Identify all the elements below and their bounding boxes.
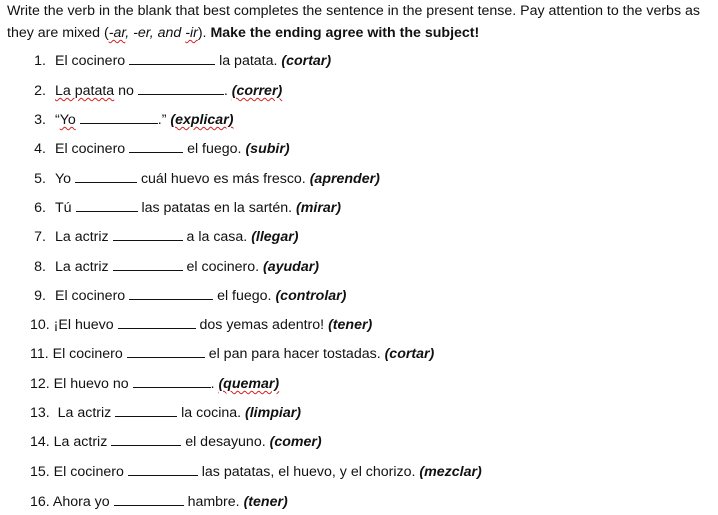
item-number: 13. <box>30 405 50 421</box>
item-rest: dos yemas adentro! <box>195 317 329 333</box>
item-sentence <box>30 461 482 483</box>
answer-blank-11[interactable] <box>127 343 205 358</box>
answer-blank-10[interactable] <box>118 314 196 329</box>
instructions-text: Write the verb in the blank that best completes the sentence in the present tense. Pay attention to the verbs as they are mixed ( <box>7 3 700 41</box>
item-subject: Yo <box>59 112 76 128</box>
item-sentence <box>55 80 282 102</box>
item-verb: (tener) <box>243 494 288 510</box>
instr-ir <box>185 25 198 41</box>
instructions-text-2: ). <box>197 25 211 41</box>
item-rest: la cocina. <box>177 405 246 421</box>
item-verb: (correr) <box>231 83 283 99</box>
answer-blank-1[interactable] <box>129 50 215 65</box>
item-number: 5. <box>34 171 46 187</box>
item-subject: El cocinero <box>55 53 130 69</box>
answer-blank-12[interactable] <box>133 373 211 388</box>
item-number: 1. <box>34 53 46 69</box>
item-subject: La actriz <box>55 259 113 275</box>
item-sentence <box>30 343 434 365</box>
item-sentence <box>55 109 233 131</box>
item-verb: (controlar) <box>275 288 347 304</box>
answer-blank-13[interactable] <box>115 402 177 417</box>
item-verb: (llegar) <box>251 229 299 245</box>
answer-blank-16[interactable] <box>114 491 184 506</box>
answer-blank-4[interactable] <box>129 138 183 153</box>
item-rest: el fuego. <box>183 141 246 157</box>
item-sentence <box>55 50 331 72</box>
item-sentence <box>55 168 380 190</box>
answer-blank-14[interactable] <box>111 431 181 446</box>
instr-ar-text: -ar <box>108 25 126 41</box>
item-verb: (cortar) <box>384 346 435 362</box>
item-subject: La actriz <box>55 229 113 245</box>
answer-blank-9[interactable] <box>129 285 213 300</box>
instructions <box>7 0 715 44</box>
item-sentence <box>30 314 372 336</box>
answer-blank-2[interactable] <box>138 80 224 95</box>
instr-ar <box>109 25 126 41</box>
instr-ir-text: -ir <box>185 25 198 41</box>
instr-er: , -er, and <box>125 25 186 41</box>
item-subject: El cocinero <box>55 141 130 157</box>
item-number-subject: 12. El huevo no <box>30 376 129 392</box>
item-verb: (explicar) <box>170 112 234 128</box>
item-subject: El cocinero <box>55 288 130 304</box>
item-rest: cuál huevo es más fresco. <box>137 171 310 187</box>
answer-blank-15[interactable] <box>128 461 198 476</box>
item-number: 4. <box>34 141 46 157</box>
item-number: 3. <box>34 112 46 128</box>
answer-blank-8[interactable] <box>113 256 183 271</box>
item-sentence <box>55 285 346 307</box>
item-verb: (aprender) <box>309 171 380 187</box>
instructions-bold: Make the ending agree with the subject! <box>210 25 480 41</box>
item-rest: la patata. <box>215 53 282 69</box>
item-rest: las patatas en la sartén. <box>137 200 297 216</box>
item-subject: Yo <box>55 171 75 187</box>
item-rest: hambre. <box>183 494 244 510</box>
item-number: 8. <box>34 259 46 275</box>
item-number: 2. <box>34 83 46 99</box>
item-subject-2: no <box>114 83 138 99</box>
item-verb: (limpiar) <box>245 405 301 421</box>
item-rest: a la casa. <box>182 229 252 245</box>
item-number: 6. <box>34 200 46 216</box>
item-rest: .” <box>157 112 171 128</box>
answer-blank-5[interactable] <box>75 168 137 183</box>
item-quote: “ <box>55 112 60 128</box>
item-verb: (quemar) <box>218 376 280 392</box>
item-number-subject: 10. ¡El huevo <box>30 317 114 333</box>
item-subject: Tú <box>55 200 76 216</box>
item-verb: (tener) <box>328 317 373 333</box>
item-number-subject: 15. El cocinero <box>30 464 124 480</box>
item-verb: (cortar) <box>281 53 332 69</box>
item-rest: . <box>210 376 219 392</box>
item-subject: La actriz <box>57 405 116 421</box>
item-sentence <box>30 402 301 424</box>
answer-blank-6[interactable] <box>76 197 138 212</box>
item-number-subject: 11. El cocinero <box>30 346 123 362</box>
item-rest: las patatas, el huevo, y el chorizo. <box>197 464 420 480</box>
item-rest: el pan para hacer tostadas. <box>204 346 385 362</box>
item-verb: (mezclar) <box>419 464 482 480</box>
item-sentence <box>30 431 322 453</box>
item-verb: (subir) <box>245 141 290 157</box>
item-subject: La patata <box>55 83 115 99</box>
item-number-subject: 16. Ahora yo <box>30 494 110 510</box>
item-verb: (comer) <box>269 434 322 450</box>
item-rest: el fuego. <box>213 288 276 304</box>
item-verb: (mirar) <box>296 200 341 216</box>
item-number: 7. <box>34 229 46 245</box>
item-sentence <box>55 138 290 160</box>
item-rest: . <box>223 83 232 99</box>
item-rest: el desayuno. <box>181 434 270 450</box>
item-rest: el cocinero. <box>182 259 263 275</box>
item-verb: (ayudar) <box>263 259 319 275</box>
answer-blank-7[interactable] <box>113 226 183 241</box>
item-sentence <box>55 256 319 278</box>
item-sentence <box>55 226 299 248</box>
answer-blank-3[interactable] <box>80 109 158 124</box>
item-number: 9. <box>34 288 46 304</box>
item-number-subject: 14. La actriz <box>30 434 108 450</box>
item-sentence <box>55 197 341 219</box>
item-sentence <box>30 373 279 395</box>
item-sentence <box>30 491 288 513</box>
